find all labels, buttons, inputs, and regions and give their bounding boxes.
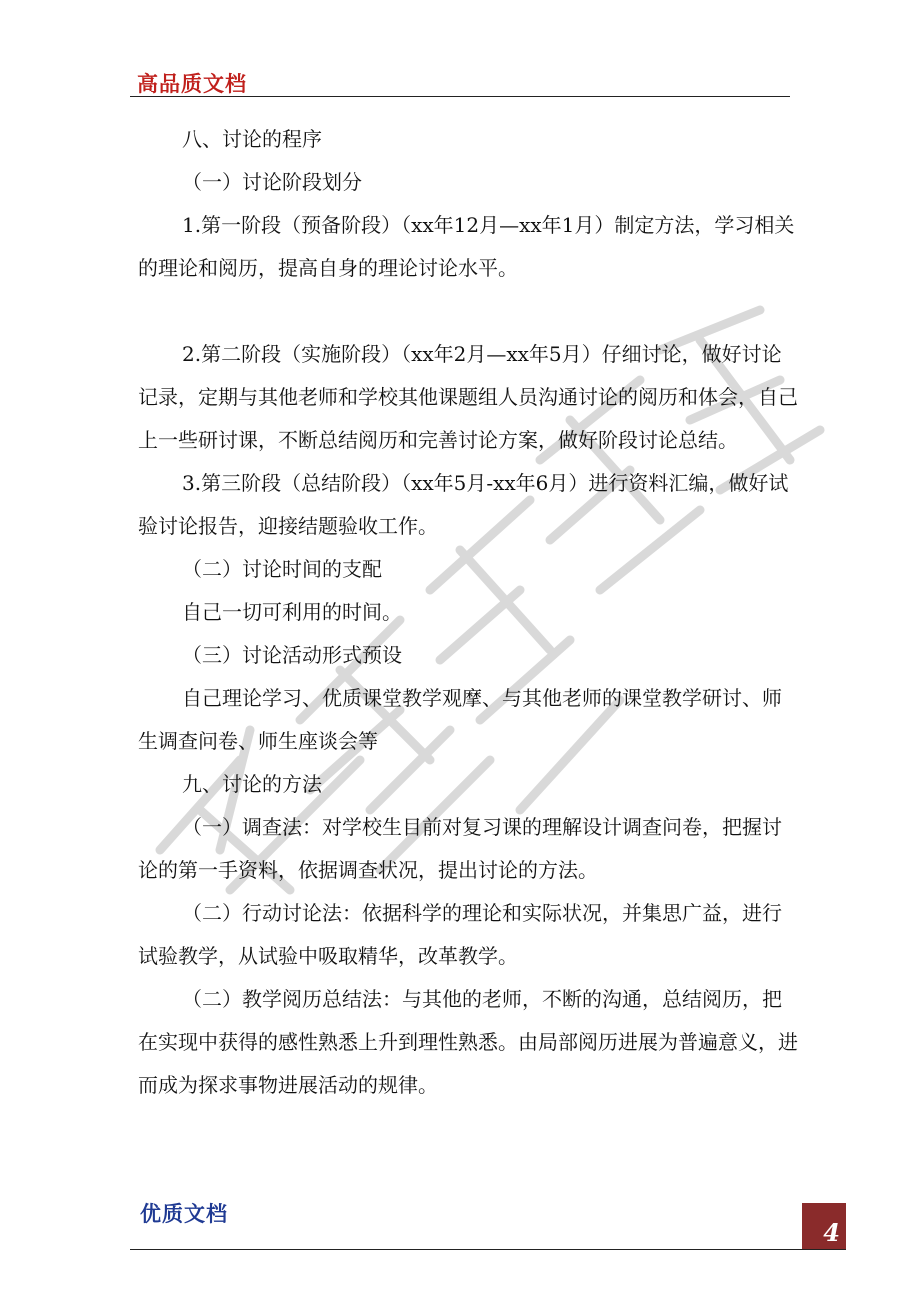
paragraph-action-method: （二）行动讨论法：依据科学的理论和实际状况，并集思广益，进行试验教学，从试验中吸取精华，改革教学。	[138, 901, 782, 968]
header-divider	[130, 96, 790, 97]
document-body	[138, 118, 798, 1107]
subheading-stage-division: （一）讨论阶段划分	[182, 170, 362, 194]
subheading-time: （二）讨论时间的支配	[182, 557, 382, 581]
page-number-badge	[802, 1203, 846, 1249]
paragraph-activity-form: 自己理论学习、优质课堂教学观摩、与其他老师的课堂教学研讨、师生调查问卷、师生座谈会等	[138, 686, 782, 753]
paragraph-stage-2: 2.第二阶段（实施阶段）（xx年2月—xx年5月）仔细讨论，做好讨论记录，定期与其他老师和学校其他课题组人员沟通讨论的阅历和体会，自己上一些研讨课，不断总结阅历和完善讨论方案，做好阶段讨论总结。	[138, 342, 798, 452]
footer-divider	[130, 1249, 846, 1250]
section-heading-9: 九、讨论的方法	[182, 772, 322, 796]
paragraph-stage-1: 1.第一阶段（预备阶段）（xx年12月—xx年1月）制定方法，学习相关的理论和阅历，提高自身的理论讨论水平。	[138, 213, 795, 280]
footer-title: 优质文档	[140, 1202, 228, 1226]
section-heading-8: 八、讨论的程序	[182, 127, 322, 151]
paragraph-stage-3: 3.第三阶段（总结阶段）（xx年5月-xx年6月）进行资料汇编，做好试验讨论报告，迎接结题验收工作。	[138, 471, 789, 538]
spacer	[138, 290, 798, 333]
paragraph-survey-method: （一）调查法：对学校生目前对复习课的理解设计调查问卷，把握讨论的第一手资料，依据调查状况，提出讨论的方法。	[138, 815, 782, 882]
page-number: 4	[823, 1218, 840, 1247]
paragraph-experience-method: （二）教学阅历总结法：与其他的老师，不断的沟通，总结阅历，把在实现中获得的感性熟悉上升到理性熟悉。由局部阅历进展为普遍意义，进而成为探求事物进展活动的规律。	[138, 987, 798, 1097]
paragraph-time: 自己一切可利用的时间。	[182, 600, 402, 624]
subheading-activity-form: （三）讨论活动形式预设	[182, 643, 402, 667]
header-title: 高品质文档	[137, 72, 247, 96]
